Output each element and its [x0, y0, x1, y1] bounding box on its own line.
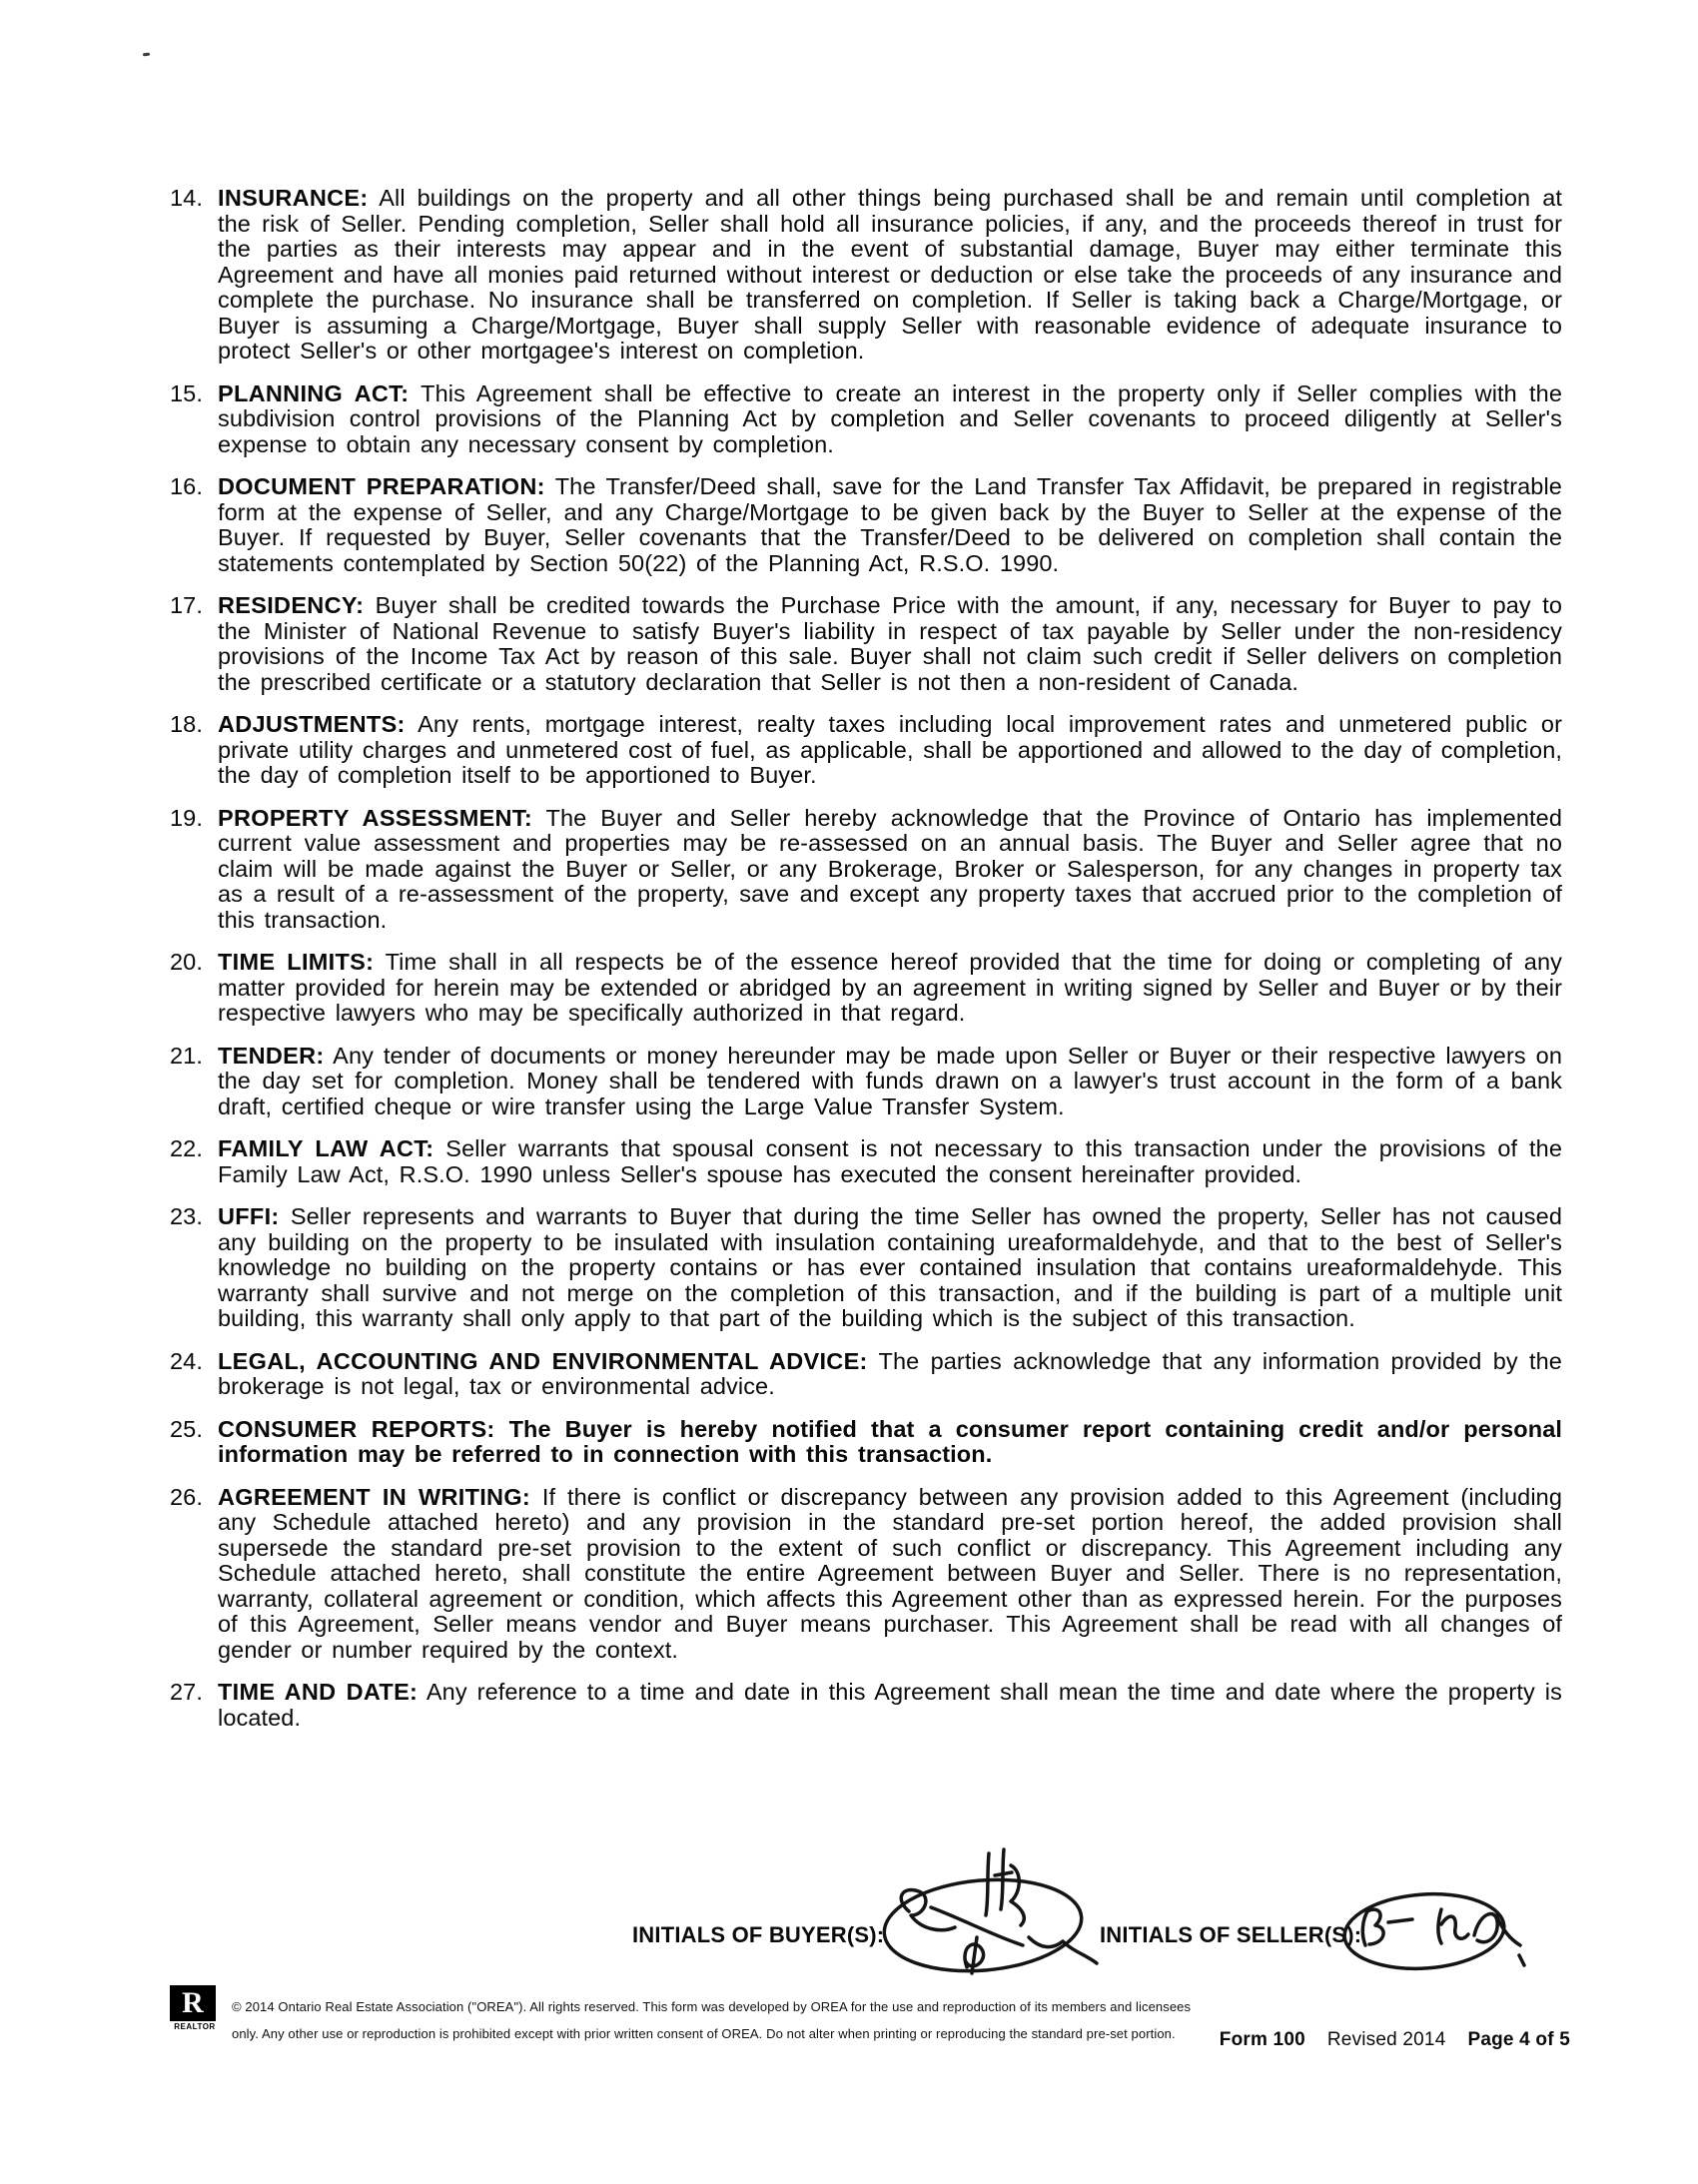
clause-text: Any tender of documents or money hereunder may be made upon Seller or Buyer or their respective lawyers on the day set for completion. Money shall be tendered with funds drawn on a lawyer's trust account in the form of a bank draft, certified cheque or wire transfer using the Large Value Transfer System.: [218, 1042, 1563, 1119]
clause-16: [170, 474, 1562, 576]
form-number: Form 100: [1219, 2029, 1305, 2050]
clause-text: Any rents, mortgage interest, realty taxes including local improvement rates and unmetered public or private utility charges and unmetered cost of fuel, as applicable, shall be apportioned and allowed to the day of completion, the day of completion itself to be apportioned to Buyer.: [218, 711, 1562, 788]
clause-number: 18.: [170, 711, 203, 737]
initials-of-buyers-label: INITIALS OF BUYER(S):: [632, 1922, 885, 1947]
clause-18: [170, 712, 1562, 789]
realtor-logo-caption: REALTOR: [174, 2022, 216, 2031]
clause-text: Seller warrants that spousal consent is not necessary to this transaction under the provisions of the Family Law Act, R.S.O. 1990 unless Seller's spouse has executed the consent hereinafter provided.: [218, 1135, 1562, 1187]
clause-number: 17.: [170, 592, 203, 618]
copyright-notice: [232, 1993, 1191, 2047]
clause-number: 16.: [170, 473, 203, 499]
clause-text: Any reference to a time and date in this Agreement shall mean the time and date where the property is located.: [218, 1679, 1562, 1731]
clause-text: All buildings on the property and all other things being purchased shall be and remain until completion at the risk of Seller. Pending completion, Seller shall hold all insurance policies, if any, and the proceeds thereof in trust for the parties as their interests may appear and in the event of substantial damage, Buyer may either terminate this Agreement and have all monies paid returned without interest or deduction or else take the proceeds of any insurance and complete the purchase. No insurance shall be transferred on completion. If Seller is taking back a Charge/Mortgage, or Buyer is assuming a Charge/Mortgage, Buyer shall supply Seller with reasonable evidence of adequate insurance to protect Seller's or other mortgagee's interest on completion.: [218, 185, 1562, 364]
initials-of-sellers-label: INITIALS OF SELLER(S):: [1100, 1922, 1362, 1947]
clause-title: PLANNING ACT:: [218, 379, 410, 406]
clause-title: ADJUSTMENTS:: [218, 711, 406, 737]
clause-number: 20.: [170, 949, 203, 975]
clause-title: DOCUMENT PREPARATION:: [218, 473, 545, 499]
clause-text: The Buyer is hereby notified that a consumer report containing credit and/or personal information may be referred to in connection with this transaction.: [218, 1415, 1562, 1467]
clause-title: TENDER:: [218, 1042, 325, 1069]
copyright-line-1: © 2014 Ontario Real Estate Association ("OREA"). All rights reserved. This form was developed by OREA for the use and reproduction of its members and licensees: [232, 1999, 1192, 2014]
clause-25: [170, 1417, 1562, 1468]
clause-text: Buyer shall be credited towards the Purchase Price with the amount, if any, necessary for Buyer to pay to the Minister of National Revenue to satisfy Buyer's liability in respect of tax payable by Seller under the non-residency provisions of the Income Tax Act by reason of this sale. Buyer shall not claim such credit if Seller delivers on completion the prescribed certificate or a statutory declaration that Seller is not then a non-resident of Canada.: [218, 592, 1562, 695]
clause-title: CONSUMER REPORTS:: [218, 1415, 495, 1442]
clause-text: The Buyer and Seller hereby acknowledge that the Province of Ontario has implemented current value assessment and properties may be re-assessed on an annual basis. The Buyer and Seller agree that no claim will be made against the Buyer or Seller, or any Brokerage, Broker or Salesperson, for any changes in property tax as a result of a re-assessment of the property, save and except any property taxes that accrued prior to the completion of this transaction.: [218, 804, 1562, 933]
clause-number: 23.: [170, 1203, 203, 1229]
realtor-logo: [170, 1985, 220, 2031]
clause-title: PROPERTY ASSESSMENT:: [218, 804, 532, 831]
clause-number: 19.: [170, 804, 203, 831]
clause-title: TIME LIMITS:: [218, 949, 375, 975]
clause-title: LEGAL, ACCOUNTING AND ENVIRONMENTAL ADVICE:: [218, 1347, 868, 1374]
clause-number: 27.: [170, 1679, 203, 1705]
clause-title: UFFI:: [218, 1203, 280, 1229]
form-info: [1220, 2029, 1570, 2051]
clause-text: Seller represents and warrants to Buyer that during the time Seller has owned the property, Seller has not caused any building on the property to be insulated with insulation containing ureaformaldehyde, and that to the best of Seller's knowledge no building on the property contains or has ever contained insulation that contains ureaformaldehyde. This warranty shall survive and not merge on the completion of this transaction, and if the building is part of a multiple unit building, this warranty shall only apply to that part of the building which is the subject of this transaction.: [218, 1203, 1562, 1331]
clause-15: [170, 381, 1562, 458]
clause-number: 24.: [170, 1347, 203, 1374]
clause-number: 22.: [170, 1135, 203, 1161]
page-indicator: Page 4 of 5: [1467, 2029, 1570, 2050]
clause-title: TIME AND DATE:: [218, 1679, 419, 1705]
buyer-initials-signature: [871, 1845, 1101, 1977]
clause-text: Time shall in all respects be of the essence hereof provided that the time for doing or completing of any matter provided for herein may be extended or abridged by an agreement in writing signed by Seller and Buyer or by their respective lawyers who may be specifically authorized in that regard.: [218, 949, 1562, 1026]
clause-19: [170, 806, 1562, 934]
clause-number: 26.: [170, 1483, 203, 1510]
clause-23: [170, 1204, 1562, 1332]
clause-24: [170, 1349, 1562, 1400]
clause-14: [170, 186, 1562, 364]
clause-22: [170, 1136, 1562, 1187]
copyright-line-2: only. Any other use or reproduction is prohibited except with prior written consent of OREA. Do not alter when printing or reproducing the standard pre-set portion.: [232, 2026, 1176, 2041]
clause-26: [170, 1485, 1562, 1664]
clause-17: [170, 593, 1562, 695]
clause-title: FAMILY LAW ACT:: [218, 1135, 434, 1161]
clause-21: [170, 1044, 1562, 1120]
clause-number: 25.: [170, 1415, 203, 1442]
realtor-logo-r: R: [170, 1985, 216, 2021]
clause-number: 21.: [170, 1042, 203, 1069]
clause-20: [170, 950, 1562, 1027]
clause-number: 15.: [170, 379, 203, 406]
seller-initials-signature: [1336, 1881, 1528, 1979]
clause-number: 14.: [170, 185, 203, 211]
clause-title: INSURANCE:: [218, 185, 369, 211]
clause-27: [170, 1680, 1562, 1731]
clause-title: AGREEMENT IN WRITING:: [218, 1483, 531, 1510]
clause-title: RESIDENCY:: [218, 592, 365, 618]
form-revision: Revised 2014: [1326, 2029, 1446, 2050]
clause-text: The Transfer/Deed shall, save for the Land Transfer Tax Affidavit, be prepared in registrable form at the expense of Seller, and any Charge/Mortgage to be given back by the Buyer to Seller at the expense of the Buyer. If requested by Buyer, Seller covenants that the Transfer/Deed to be delivered on completion shall contain the statements contemplated by Section 50(22) of the Planning Act, R.S.O. 1990.: [218, 473, 1562, 576]
clause-text: This Agreement shall be effective to create an interest in the property only if Seller complies with the subdivision control provisions of the Planning Act by completion and Seller covenants to proceed diligently at Seller's expense to obtain any necessary consent by completion.: [218, 379, 1562, 457]
clause-text: If there is conflict or discrepancy between any provision added to this Agreement (including any Schedule attached hereto) and any provision in the standard pre-set portion hereof, the added provision shall supersede the standard pre-set provision to the extent of such conflict or discrepancy. This Agreement including any Schedule attached hereto, shall constitute the entire Agreement between Buyer and Seller. There is no representation, warranty, collateral agreement or condition, which affects this Agreement other than as expressed herein. For the purposes of this Agreement, Seller means vendor and Buyer means purchaser. This Agreement shall be read with all changes of gender or number required by the context.: [218, 1483, 1562, 1663]
clause-text: The parties acknowledge that any information provided by the brokerage is not legal, tax or environmental advice.: [218, 1347, 1562, 1399]
